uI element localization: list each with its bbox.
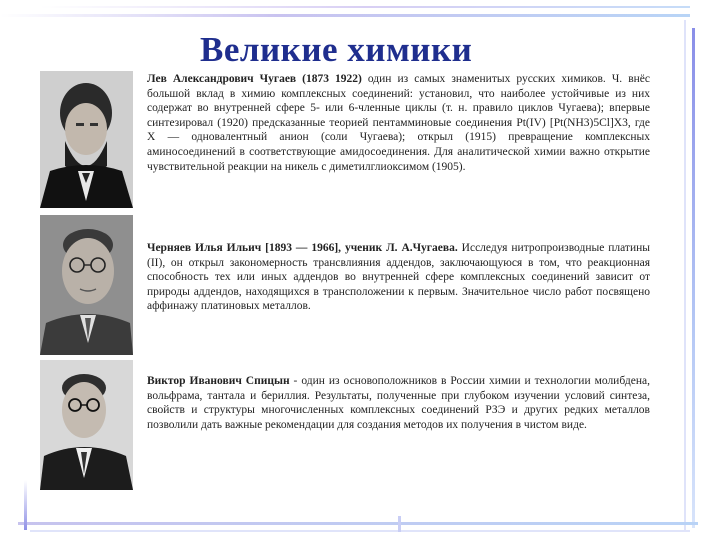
right-decor-line: [692, 28, 695, 528]
bottom-decor-line: [18, 522, 698, 525]
top-decor-line: [0, 14, 690, 17]
portrait-chugaev: [40, 71, 133, 208]
left-decor-line: [24, 480, 27, 530]
bio-spitsyn: [147, 374, 650, 432]
right-decor-line-thin: [684, 20, 686, 530]
bio-text: - один из основоположников в России химии и технологии молибдена, вольфрама, тантала и бериллия. Результаты, полученные при глубоком изучении условий синтеза, свойств и структуры многочисленных комплексных соединений РЗЭ и других редких металлов позволили дать важные рекомендации для создания методов их получения в чистом виде.: [147, 375, 650, 431]
bio-chernyaev: [147, 241, 650, 314]
bio-name: Виктор Иванович Спицын: [147, 375, 290, 387]
bio-text: один из самых знаменитых русских химиков. Ч. внёс большой вклад в химию комплексных соединений: установил, что наиболее устойчивые из них содержат во внутренней сфере 5- или 6-членные циклы (т. н. правило циклов Чугаева); впервые синтезировал (1920) предсказанные теорией пентамминовые соединения Pt(IV) [Pt(NH3)5Cl]X3, где X — одновалентный анион (соли Чугаева); открыл (1915) превращение комплексных аминосоединений в соответствующие амидосоединения. Для аналитической химии важно открытие чувствительной реакции на никель с диметилглиоксимом (1905).: [147, 73, 650, 173]
bio-name: Черняев Илья Ильич [1893 — 1966], ученик Л. А.Чугаева.: [147, 242, 458, 254]
portrait-spitsyn: [40, 360, 133, 490]
bio-chugaev: [147, 72, 650, 174]
bio-name: Лев Александрович Чугаев (1873 1922): [147, 73, 362, 85]
bio-text: Исследуя нитропроизводные платины (II), он открыл закономерность трансвлияния аддендов, заключающуюся в том, что реакционная способность тех или иных аддендов во внутренней сфере комплексных соединений зависит от природы аддендов, находящихся в трансположении к первым. Значительное число работ посвящено аффинажу платиновых металлов.: [147, 242, 650, 313]
bottom-decor-line-thin: [30, 530, 690, 532]
portrait-chernyaev: [40, 215, 133, 355]
page-title: Великие химики: [200, 30, 473, 69]
bottom-decor-mark: [398, 516, 401, 532]
top-decor-line-thin: [40, 6, 690, 8]
